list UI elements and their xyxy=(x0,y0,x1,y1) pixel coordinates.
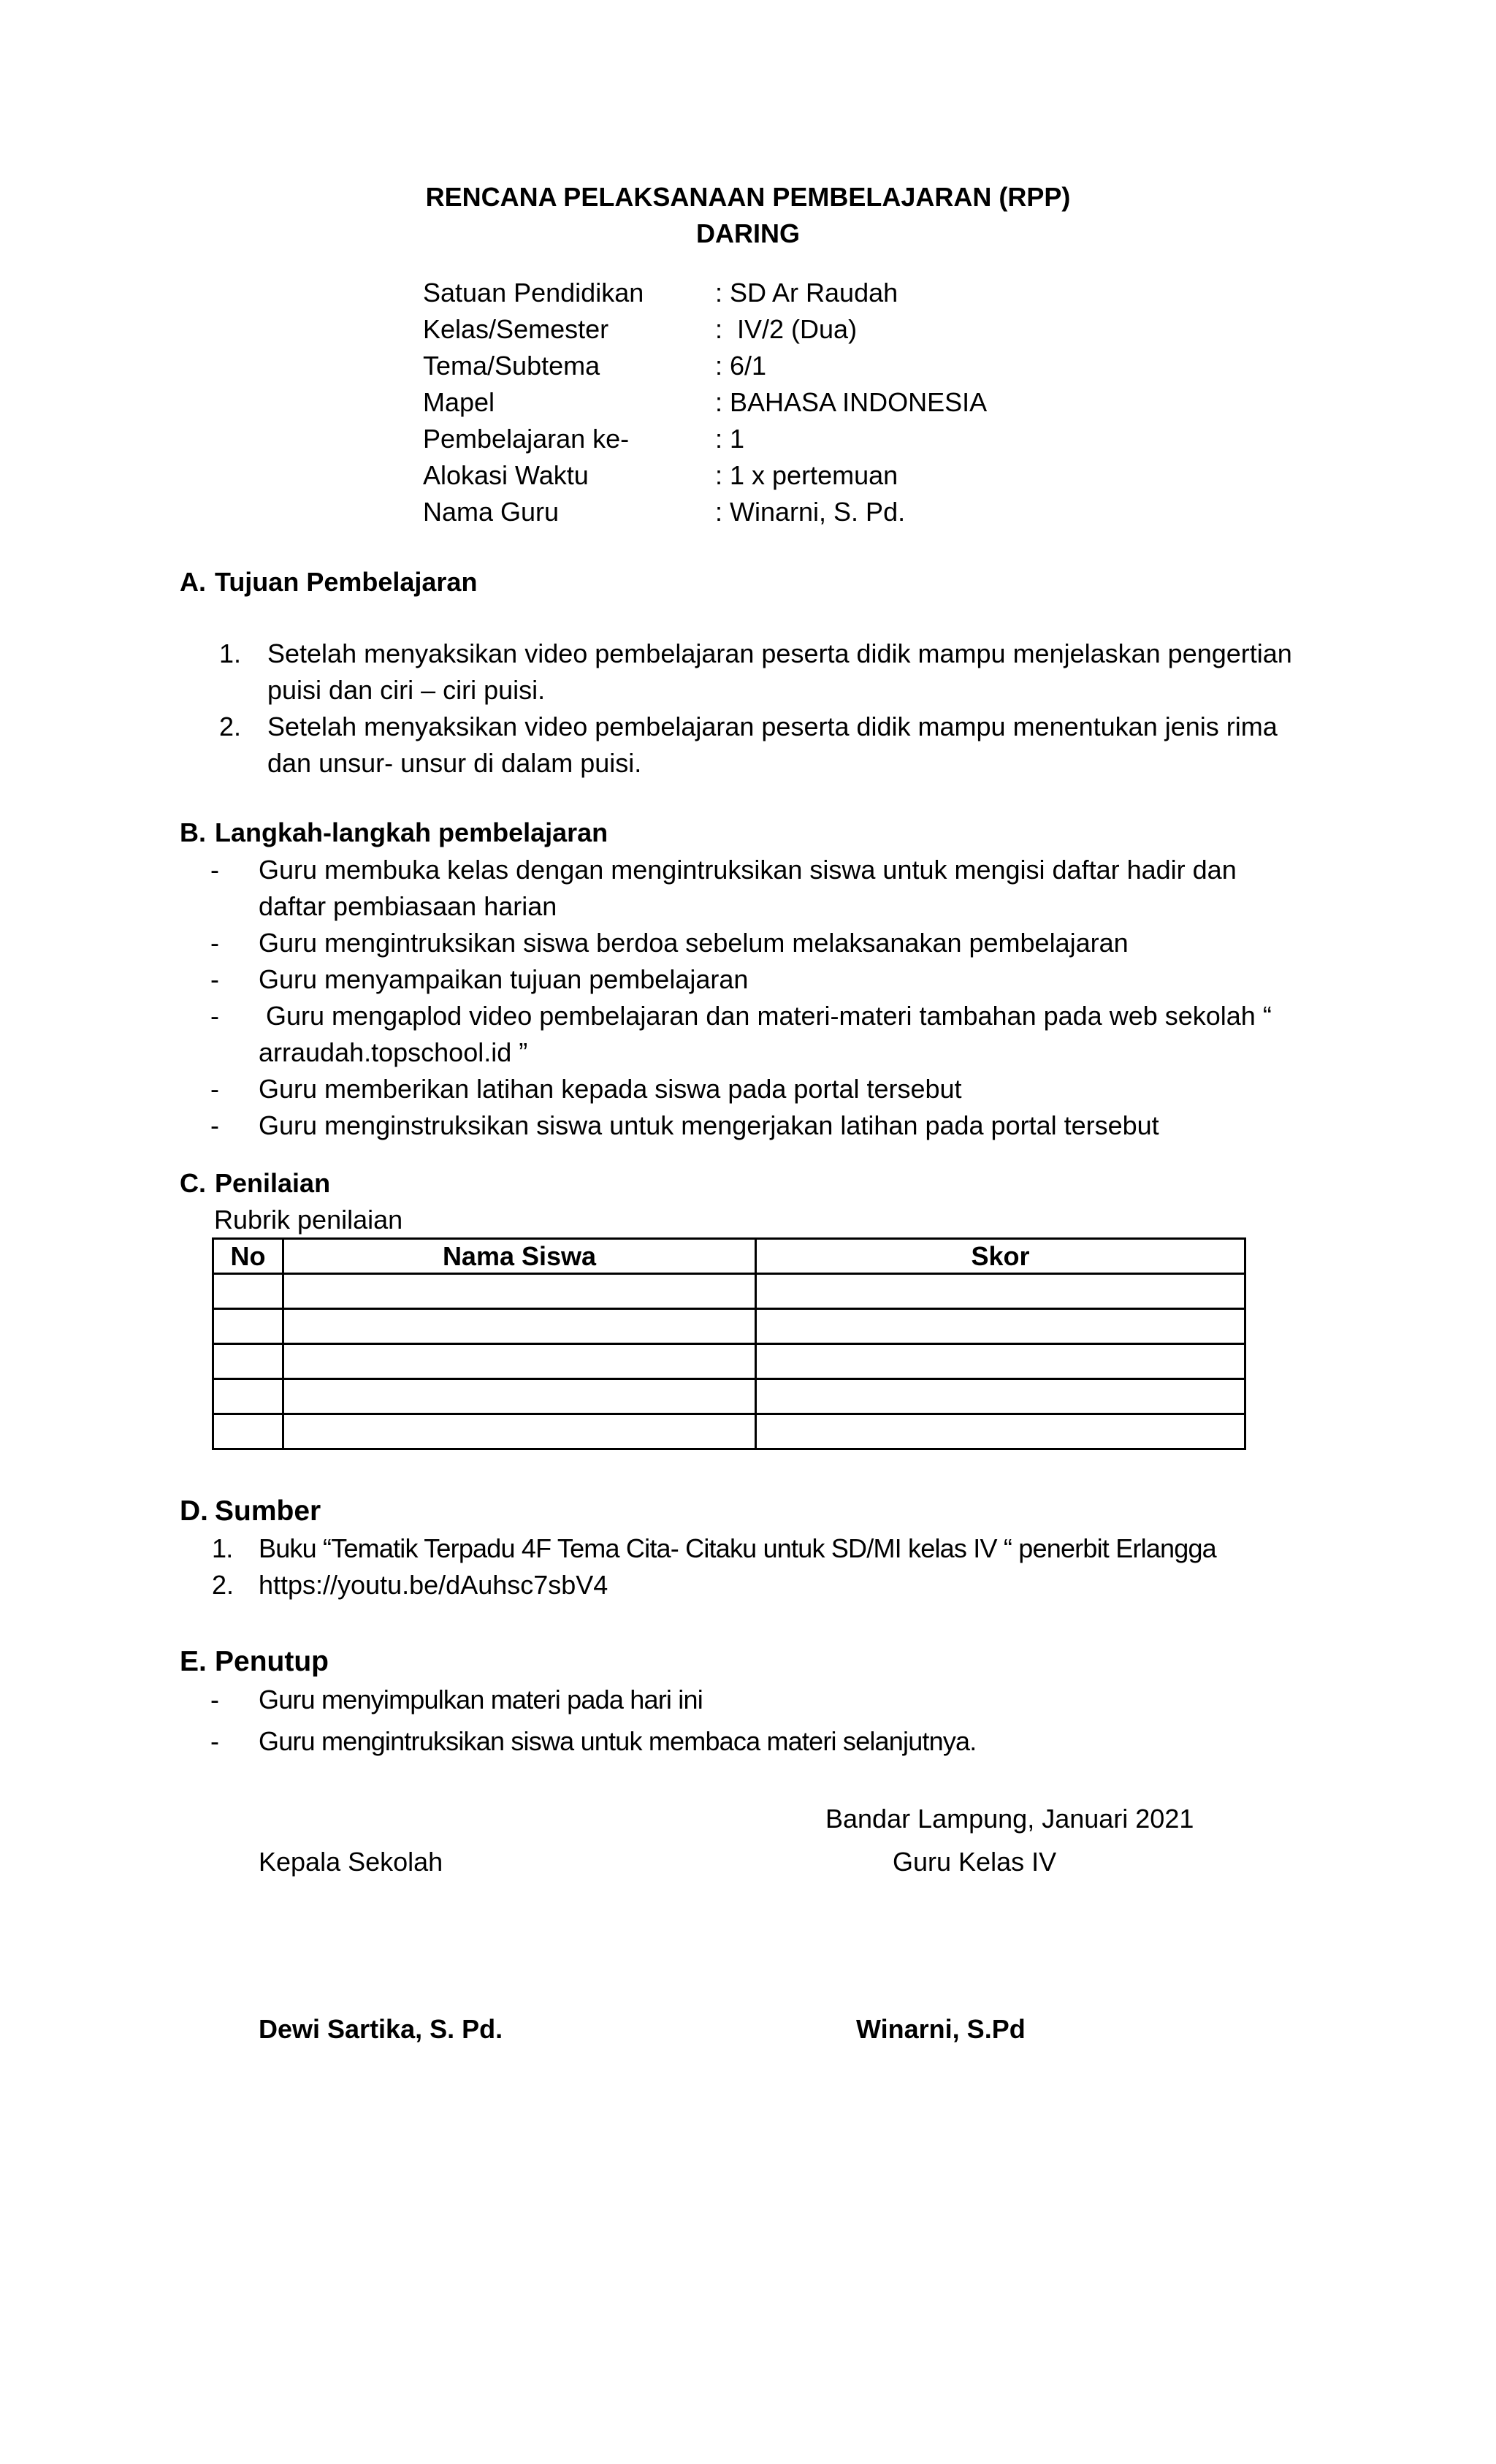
info-key: Tema/Subtema xyxy=(423,351,600,381)
rubrik-label: Rubrik penilaian xyxy=(214,1205,403,1235)
info-row-satuan xyxy=(423,275,987,311)
identity-info xyxy=(423,275,987,530)
info-key: Nama Guru xyxy=(423,497,560,527)
list-number: 2. xyxy=(212,1570,234,1600)
info-row-mapel xyxy=(423,384,987,421)
table-cell[interactable] xyxy=(213,1344,283,1379)
table-row xyxy=(213,1414,1245,1449)
section-letter: D. xyxy=(180,1495,208,1527)
list-text-line: Guru memberikan latihan kepada siswa pada portal tersebut xyxy=(259,1074,962,1104)
table-cell[interactable] xyxy=(283,1344,756,1379)
list-text-line: daftar pembiasaan harian xyxy=(259,891,557,921)
section-title: Penutup xyxy=(215,1646,329,1677)
table-cell[interactable] xyxy=(756,1344,1245,1379)
list-text-line: dan unsur- unsur di dalam puisi. xyxy=(267,748,642,778)
table-cell[interactable] xyxy=(756,1309,1245,1344)
info-key: Satuan Pendidikan xyxy=(423,278,644,308)
info-row-alokasi xyxy=(423,457,987,494)
column-header-nama-siswa: Nama Siswa xyxy=(283,1239,756,1274)
section-title: Penilaian xyxy=(215,1168,331,1198)
list-item xyxy=(212,1530,1337,1567)
right-signatory-role: Guru Kelas IV xyxy=(893,1847,1057,1877)
list-item xyxy=(212,1567,1337,1603)
list-text-line: Buku “Tematik Terpadu 4F Tema Cita- Citaku untuk SD/MI kelas IV “ penerbit Erlangga xyxy=(259,1533,1216,1563)
list-item xyxy=(210,1723,1321,1760)
section-letter: A. xyxy=(180,567,206,597)
table-cell[interactable] xyxy=(213,1379,283,1414)
table-row xyxy=(213,1274,1245,1309)
info-row-tema xyxy=(423,348,987,384)
table-cell[interactable] xyxy=(283,1414,756,1449)
list-dash: - xyxy=(210,1110,219,1140)
info-key: Kelas/Semester xyxy=(423,314,609,344)
list-item xyxy=(210,998,1321,1071)
source-link[interactable]: https://youtu.be/dAuhsc7sbV4 xyxy=(259,1570,608,1600)
right-signatory-name: Winarni, S.Pd xyxy=(856,2014,1026,2044)
info-value: : 6/1 xyxy=(715,351,767,381)
info-value: : BAHASA INDONESIA xyxy=(715,387,988,417)
list-text-line: Guru menyimpulkan materi pada hari ini xyxy=(259,1685,703,1714)
list-item xyxy=(210,925,1321,961)
section-d-heading xyxy=(180,1493,321,1530)
list-dash: - xyxy=(210,1685,219,1714)
list-item xyxy=(210,852,1321,925)
table-cell[interactable] xyxy=(213,1309,283,1344)
table-cell[interactable] xyxy=(283,1379,756,1414)
list-dash: - xyxy=(210,928,219,958)
list-item xyxy=(210,1107,1321,1144)
list-number: 1. xyxy=(212,1533,233,1563)
info-row-guru xyxy=(423,494,987,530)
section-letter: C. xyxy=(180,1168,206,1198)
left-signatory-role: Kepala Sekolah xyxy=(259,1847,443,1877)
list-text-line: Guru membuka kelas dengan mengintruksikan siswa untuk mengisi daftar hadir dan xyxy=(259,855,1237,885)
section-b-heading xyxy=(180,815,608,851)
list-item xyxy=(219,636,1344,709)
section-title: Langkah-langkah pembelajaran xyxy=(215,817,608,847)
left-signatory-name: Dewi Sartika, S. Pd. xyxy=(259,2014,503,2044)
info-value: : Winarni, S. Pd. xyxy=(715,497,906,527)
table-cell[interactable] xyxy=(756,1379,1245,1414)
section-a-heading xyxy=(180,564,477,600)
list-dash: - xyxy=(210,1001,219,1031)
document-subtitle: DARING xyxy=(696,218,800,248)
place-date: Bandar Lampung, Januari 2021 xyxy=(825,1804,1194,1834)
list-item xyxy=(219,709,1344,782)
list-item xyxy=(210,1682,1321,1718)
list-text-line: Setelah menyaksikan video pembelajaran peserta didik mampu menjelaskan pengertian xyxy=(267,638,1292,668)
list-text-line: Guru mengintruksikan siswa untuk membaca materi selanjutnya. xyxy=(259,1726,977,1756)
column-header-skor: Skor xyxy=(756,1239,1245,1274)
info-value: : IV/2 (Dua) xyxy=(715,314,858,344)
info-value: : SD Ar Raudah xyxy=(715,278,898,308)
rubrik-table xyxy=(212,1237,1246,1450)
section-title: Sumber xyxy=(215,1495,321,1527)
table-row xyxy=(213,1379,1245,1414)
section-c-heading xyxy=(180,1165,330,1202)
list-number: 2. xyxy=(219,712,242,741)
list-text-line: Guru mengaplod video pembelajaran dan materi-materi tambahan pada web sekolah “ xyxy=(259,1001,1272,1031)
list-item xyxy=(210,961,1321,998)
list-dash: - xyxy=(210,964,219,994)
info-key: Alokasi Waktu xyxy=(423,460,589,490)
info-key: Pembelajaran ke- xyxy=(423,424,630,454)
list-text-line: Guru menyampaikan tujuan pembelajaran xyxy=(259,964,749,994)
info-value: : 1 xyxy=(715,424,745,454)
table-cell[interactable] xyxy=(283,1309,756,1344)
list-dash: - xyxy=(210,1726,219,1756)
list-dash: - xyxy=(210,1074,219,1104)
section-letter: B. xyxy=(180,817,206,847)
list-item xyxy=(210,1071,1321,1107)
list-text-line: Guru mengintruksikan siswa berdoa sebelum melaksanakan pembelajaran xyxy=(259,928,1129,958)
table-row xyxy=(213,1309,1245,1344)
section-title: Tujuan Pembelajaran xyxy=(215,567,478,597)
list-text-line: arraudah.topschool.id ” xyxy=(259,1037,528,1067)
info-row-pembelajaran xyxy=(423,421,987,457)
list-dash: - xyxy=(210,855,219,885)
table-header-row xyxy=(213,1239,1245,1274)
document-title: RENCANA PELAKSANAAN PEMBELAJARAN (RPP) xyxy=(425,182,1071,212)
info-key: Mapel xyxy=(423,387,495,417)
table-row xyxy=(213,1344,1245,1379)
list-number: 1. xyxy=(219,638,242,668)
table-cell[interactable] xyxy=(213,1274,283,1309)
list-text-line: puisi dan ciri – ciri puisi. xyxy=(267,675,546,705)
info-row-kelas xyxy=(423,311,987,348)
table-cell[interactable] xyxy=(283,1274,756,1309)
info-value: : 1 x pertemuan xyxy=(715,460,898,490)
table-cell[interactable] xyxy=(756,1274,1245,1309)
column-header-no: No xyxy=(213,1239,283,1274)
section-e-heading xyxy=(180,1644,329,1680)
list-text-line: Guru menginstruksikan siswa untuk mengerjakan latihan pada portal tersebut xyxy=(259,1110,1159,1140)
section-letter: E. xyxy=(180,1646,207,1677)
table-cell[interactable] xyxy=(756,1414,1245,1449)
list-text-line: Setelah menyaksikan video pembelajaran peserta didik mampu menentukan jenis rima xyxy=(267,712,1278,741)
table-cell[interactable] xyxy=(213,1414,283,1449)
